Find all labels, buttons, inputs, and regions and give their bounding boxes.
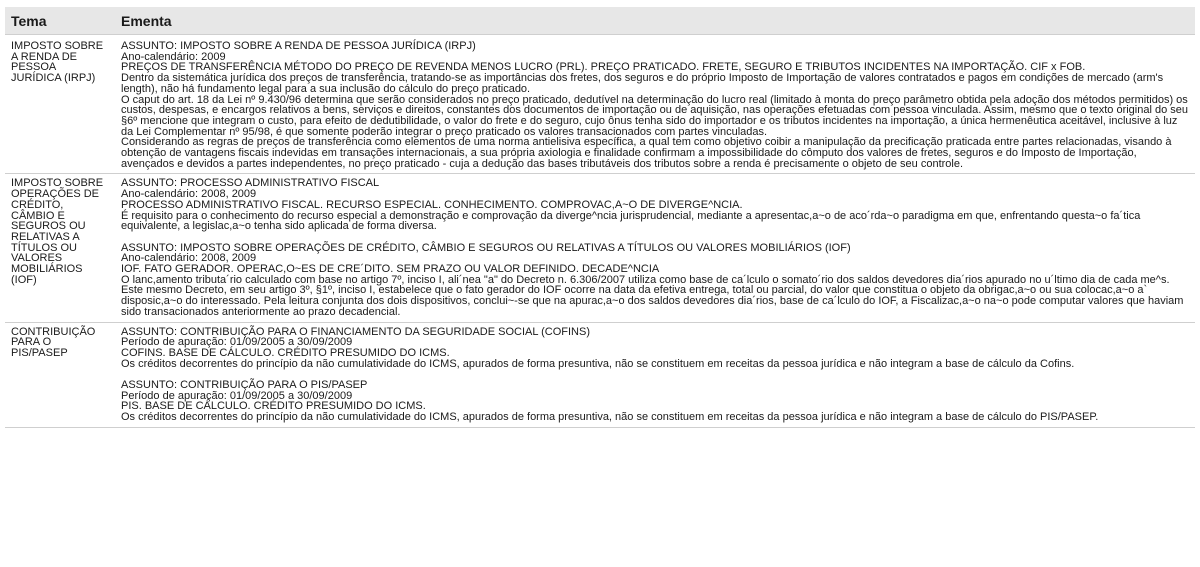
ementa-periodo: Ano-calendário: 2008, 2009	[121, 188, 257, 201]
tema-cell: IMPOSTO SOBRE A RENDA DE PESSOA JURÍDICA (IRPJ)	[5, 35, 115, 174]
ementa-heading: PREÇOS DE TRANSFERÊNCIA MÉTODO DO PREÇO DE REVENDA MENOS LUCRO (PRL). PREÇO PRATICADO. FRETE, SEGURO E TRIBUTOS INCIDENTES NA IMPORTAÇÃO. CIF x FOB.	[121, 61, 1086, 74]
ementa-table	[5, 7, 1195, 428]
header-tema: Tema	[5, 7, 115, 35]
ementa-paragraph: O caput do art. 18 da Lei nº 9.430/96 determina que serão considerados no preço praticado, dedutível na determinação do lucro real (limitado à monta do preço parâmetro obtida pela adoção dos métodos permitidos) os custos, despesas, e encargos relativos a bens, serviços e direitos, constantes dos documentos de importação ou de aquisição, nas operações efetuadas com pessoa vinculada. Assim, mesmo que o texto original do seu §6º mencione que integram o custo, para efeito de dedutibilidade, o valor do frete e do seguro, cujo ônus tenha sido do importador e os tributos incidentes na importação, a única hermenêutica aceitável, inclusive à luz da Lei Complementar nº 95/98, é que somente poderão integrar o preço praticado os valores transacionados com partes vinculadas.	[121, 93, 1188, 138]
ementa-periodo: Ano-calendário: 2008, 2009	[121, 252, 257, 265]
ementa-block	[121, 327, 1191, 370]
ementa-heading: PROCESSO ADMINISTRATIVO FISCAL. RECURSO ESPECIAL. CONHECIMENTO. COMPROVAC,A~O DE DIVERGE^NCIA.	[121, 198, 743, 211]
table-row	[5, 322, 1195, 427]
ementa-block	[121, 178, 1191, 232]
table-row	[5, 35, 1195, 174]
table-row	[5, 174, 1195, 322]
ementa-paragraph: Os créditos decorrentes do princípio da não cumulatividade do ICMS, apurados de forma presuntiva, não se constituem em receitas da pessoa jurídica e não integram a base de cálculo da Cofins.	[121, 357, 1075, 370]
ementa-heading: IOF. FATO GERADOR. OPERAC,O~ES DE CRE´DITO. SEM PRAZO OU VALOR DEFINIDO. DECADE^NCIA	[121, 263, 660, 276]
ementa-heading: COFINS. BASE DE CÁLCULO. CRÉDITO PRESUMIDO DO ICMS.	[121, 346, 450, 359]
ementa-cell	[115, 322, 1195, 427]
ementa-assunto: ASSUNTO: IMPOSTO SOBRE OPERAÇÕES DE CRÉDITO, CÂMBIO E SEGUROS OU RELATIVAS A TÍTULOS OU VALORES MOBILIÁRIOS (IOF)	[121, 241, 851, 254]
table-header-row	[5, 7, 1195, 35]
ementa-block	[121, 380, 1191, 423]
ementa-assunto: ASSUNTO: PROCESSO ADMINISTRATIVO FISCAL	[121, 177, 380, 190]
ementa-assunto: ASSUNTO: IMPOSTO SOBRE A RENDA DE PESSOA JURÍDICA (IRPJ)	[121, 40, 476, 52]
ementa-paragraph: O lanc,amento tributa´rio calculado com base no artigo 7º, inciso I, ali´nea "a" do Decreto n. 6.306/2007 utiliza como base de ca´lculo o somato´rio dos saldos devedores dia´rios apurado no u´ltimo dia de cada me^s. Este mesmo Decreto, em seu artigo 3º, §1º, inciso I, estabelece que o fato gerador do IOF ocorre na data da efetiva entrega, total ou parcial, do valor que constitua o objeto da obrigac,a~o ou sua colocac,a~o a` disposic,a~o do interessado. Pela leitura conjunta dos dois dispositivos, conclui~-se que na apurac,a~o dos saldos devedores dia´rios, base de ca´lculo do IOF, a Fiscalizac,a~o na~o pode computar valores que haviam sido transacionados anteriormente ao prazo decadencial.	[121, 273, 1184, 318]
ementa-assunto: ASSUNTO: CONTRIBUIÇÃO PARA O PIS/PASEP	[121, 379, 368, 392]
ementa-heading: PIS. BASE DE CÁLCULO. CRÉDITO PRESUMIDO DO ICMS.	[121, 400, 426, 413]
header-ementa: Ementa	[115, 7, 1195, 35]
ementa-paragraph: É requisito para o conhecimento do recurso especial a demonstração e comprovação da diverge^ncia jurisprudencial, mediante a apresentac,a~o de aco´rda~o paradigma em que, enfrentando questa~o fa´tica equivalente, a legislac,a~o tenha sido aplicada de forma diversa.	[121, 209, 1141, 233]
ementa-periodo: Período de apuração: 01/09/2005 a 30/09/2009	[121, 389, 353, 402]
ementa-cell	[115, 35, 1195, 174]
ementa-paragraph: Considerando as regras de preços de transferência como elementos de uma norma antielisiva específica, a qual tem como objetivo coibir a manipulação da precificação praticada entre partes relacionadas, visando à obtenção de vantagens fiscais indevidas em transações internacionais, a sua própria axiologia e finalidade confirmam a impossibilidade do cômputo dos valores de fretes, seguros e do Imposto de Importação, avençados e devidos a partes independentes, no preço praticado - cuja a dedução das bases tributáveis dos tributos sobre a renda é precisamente o objeto de seu controle.	[121, 136, 1172, 170]
ementa-block	[121, 243, 1191, 318]
ementa-periodo: Ano-calendário: 2009	[121, 50, 226, 63]
ementa-periodo: Período de apuração: 01/09/2005 a 30/09/2009	[121, 336, 353, 349]
ementa-paragraph: Os créditos decorrentes do princípio da não cumulatividade do ICMS, apurados de forma presuntiva, não se constituem em receitas da pessoa jurídica e não integram a base de cálculo do PIS/PASEP.	[121, 411, 1099, 424]
tema-cell: CONTRIBUIÇÃO PARA O PIS/PASEP	[5, 322, 115, 427]
tema-cell: IMPOSTO SOBRE OPERAÇÕES DE CRÉDITO, CÂMBIO E SEGUROS OU RELATIVAS A TÍTULOS OU VALORES MOBILIÁRIOS (IOF)	[5, 174, 115, 322]
ementa-assunto: ASSUNTO: CONTRIBUIÇÃO PARA O FINANCIAMENTO DA SEGURIDADE SOCIAL (COFINS)	[121, 325, 590, 338]
ementa-paragraph: Dentro da sistemática jurídica dos preços de transferência, tratando-se as importâncias dos fretes, dos seguros e do próprio Imposto de Importação de valores contratados e pagos em condições de mercado (arm's length), não há fundamento legal para a sua inclusão do cálculo do preço praticado.	[121, 72, 1164, 95]
ementa-block	[121, 41, 1191, 169]
ementa-cell	[115, 174, 1195, 322]
